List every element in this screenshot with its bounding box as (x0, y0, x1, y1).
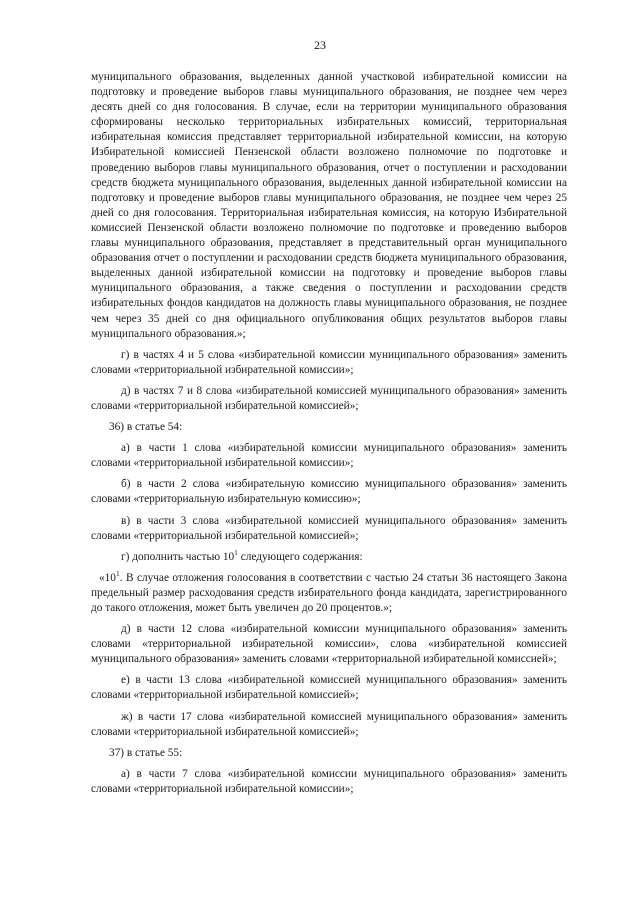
paragraph-item-d-parts-7-8: д) в частях 7 и 8 слова «избирательной комиссией муниципального образования» заменить словами «территориальной избирательной комиссией»; (91, 384, 567, 412)
document-body (91, 70, 567, 797)
paragraph-text-before: «10 (99, 571, 116, 584)
paragraph-text-after: следующего содержания: (237, 550, 363, 563)
paragraph-item-a-part-1: а) в части 1 слова «избирательной комиссии муниципального образования» заменить словами «территориальной избирательной комиссии»; (91, 442, 567, 470)
paragraph-text-after: . В случае отложения голосования в соответствии с частью 24 статьи 36 настоящего Закона предельный размер расходования средств избирательного фонда кандидата, зарегистрированного до такого отложения, может быть увеличен до 20 процентов.»; (91, 571, 567, 614)
paragraph-item-b-part-2: б) в части 2 слова «избирательную комиссию муниципального образования» заменить словами «территориальную избирательную комиссию»; (91, 478, 567, 506)
superscript: 1 (234, 547, 238, 557)
page-number: 23 (314, 38, 326, 52)
paragraph-item-v-part-3: в) в части 3 слова «избирательной комиссией муниципального образования» заменить словами «территориальной избирательной комиссией»; (91, 514, 567, 542)
paragraph-item-37: 37) в статье 55: (109, 746, 183, 759)
paragraph-continuation: муниципального образования, выделенных данной участковой избирательной комиссии на подготовку и проведение выборов главы муниципального образования, не позднее чем через десять дней со дня голосования. В случае, если на территории муниципального образования сформированы несколько территориальных избирательных комиссий, территориальная избирательная комиссия представляет территориальной избирательной комиссии, на которую Избирательной комиссией Пензенской области возложено полномочие по подготовке и проведению выборов главы муниципального образования, отчет о поступлении и расходовании средств бюджета муниципального образования, выделенных данной избирательной комиссии на подготовку и проведение выборов главы муниципального образования, не позднее чем через 25 дней со дня голосования. Территориальная избирательная комиссия, на которую Избирательной комиссией Пензенской области возложено полномочие по подготовке и проведению выборов главы муниципального образования, представляет в представительный орган муниципального образования отчет о поступлении и расходовании средств бюджета муниципального образования, выделенных данной избирательной комиссии на подготовку и проведение выборов главы муниципального образования, а также сведения о поступлении и расходовании средств избирательных фондов кандидатов на должность главы муниципального образования, не позднее чем через 35 дней со дня официального опубликования общих результатов выборов главы муниципального образования.»; (91, 71, 567, 340)
paragraph-text-before: г) дополнить частью 10 (121, 550, 235, 563)
paragraph-item-zh-part-17: ж) в части 17 слова «избирательной комиссией муниципального образования» заменить словами «территориальной избирательной комиссией»; (91, 710, 567, 738)
paragraph-item-g-parts-4-5: г) в частях 4 и 5 слова «избирательной комиссии муниципального образования» заменить словами «территориальной избирательной комиссии»; (91, 348, 567, 376)
paragraph-item-d-part-12: д) в части 12 слова «избирательной комиссии муниципального образования» заменить словами «территориальной избирательной комиссии», слова «избирательной комиссией муниципального образования» заменить словами «территориальной избирательной комиссией»; (91, 623, 567, 666)
paragraph-item-e-part-13: е) в части 13 слова «избирательной комиссией муниципального образования» заменить словами «территориальной избирательной комиссией»; (91, 674, 567, 702)
paragraph-item-36: 36) в статье 54: (109, 421, 183, 434)
paragraph-item-a-part-7: а) в части 7 слова «избирательной комиссии муниципального образования» заменить словами «территориальной избирательной комиссии»; (91, 767, 567, 795)
superscript: 1 (115, 569, 120, 579)
paragraph-item-g-add-part (91, 547, 567, 565)
paragraph-new-part-text (91, 571, 567, 616)
